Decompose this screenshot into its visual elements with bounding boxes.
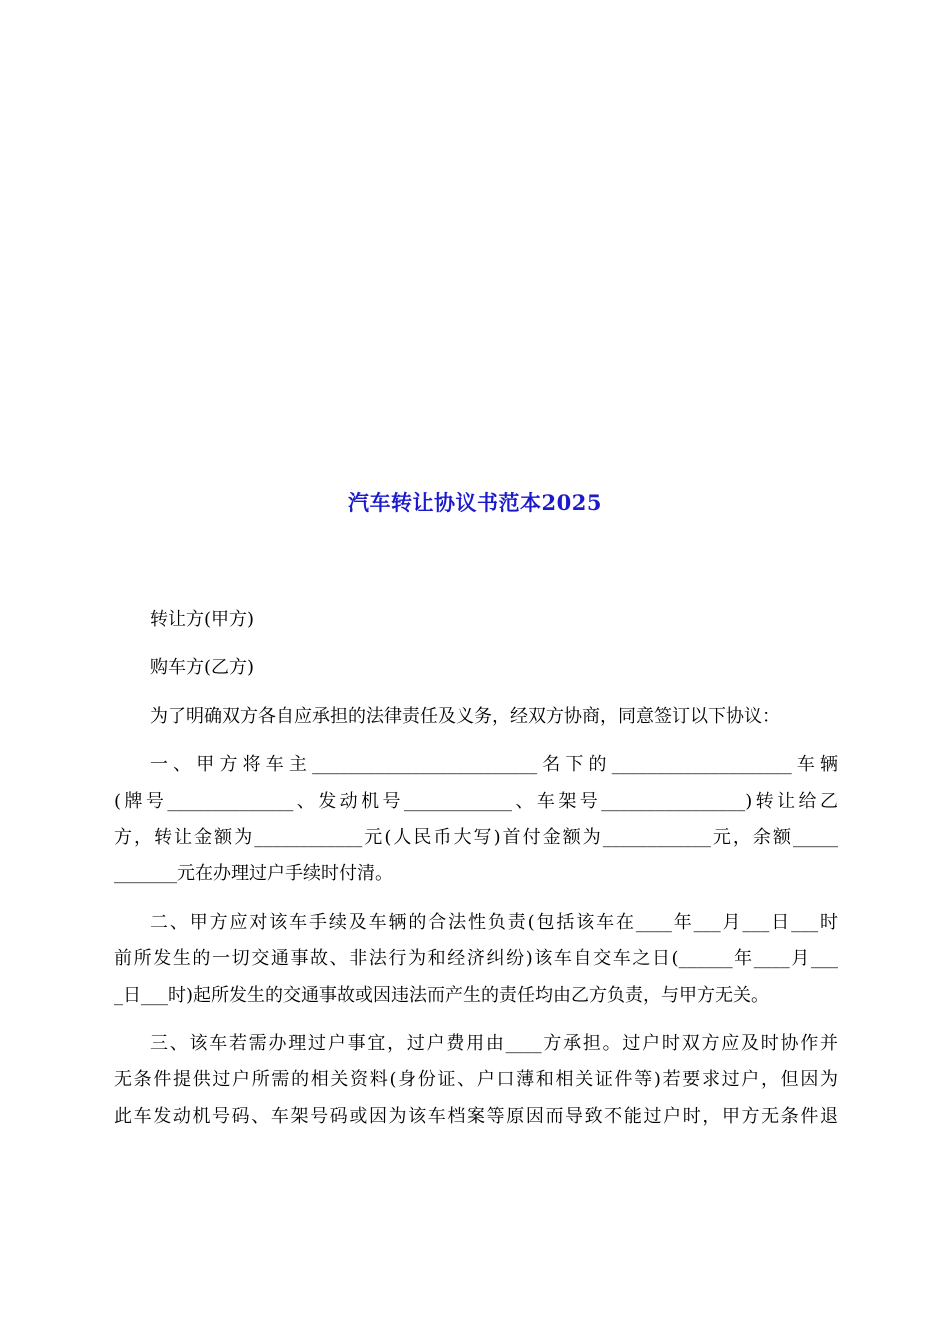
clause-2-line-1: 二、甲方应对该车手续及车辆的合法性负责(包括该车在____年___月___日___时 <box>150 911 838 933</box>
party-a-line: 转让方(甲方) <box>150 609 255 630</box>
document-body <box>114 602 838 1135</box>
clause-1-line-1: 一、甲方将车主_________________________名下的____________________车辆 <box>150 754 838 776</box>
party-b-line: 购车方(乙方) <box>150 657 255 679</box>
clause-1-line-4: _______元在办理过户手续时付清。 <box>114 863 393 885</box>
clause-2 <box>114 905 838 1014</box>
clause-1 <box>114 747 838 893</box>
intro-paragraph: 为了明确双方各自应承担的法律责任及义务，经双方协商，同意签订以下协议： <box>150 705 780 727</box>
clause-3-line-2: 无条件提供过户所需的相关资料(身份证、户口薄和相关证件等)若要求过户，但因为 <box>114 1069 838 1091</box>
clause-1-line-2: (牌号______________、发动机号____________、车架号________________)转让给乙 <box>114 790 838 812</box>
clause-3-line-3: 此车发动机号码、车架号码或因为该车档案等原因而导致不能过户时，甲方无条件退 <box>114 1105 838 1127</box>
clause-2-line-3: _日___时)起所发生的交通事故或因违法而产生的责任均由乙方负责，与甲方无关。 <box>114 984 770 1006</box>
document-title: 汽车转让协议书范本2025 <box>348 490 602 515</box>
clause-3-line-1: 三、该车若需办理过户事宜，过户费用由____方承担。过户时双方应及时协作并 <box>150 1033 838 1055</box>
clause-2-line-2: 前所发生的一切交通事故、非法行为和经济纠纷)该车自交车之日(______年____月___ <box>114 948 838 970</box>
clause-1-line-3: 方，转让金额为____________元(人民币大写)首付金额为____________元，余额_____ <box>114 827 838 849</box>
clause-3 <box>114 1026 838 1135</box>
